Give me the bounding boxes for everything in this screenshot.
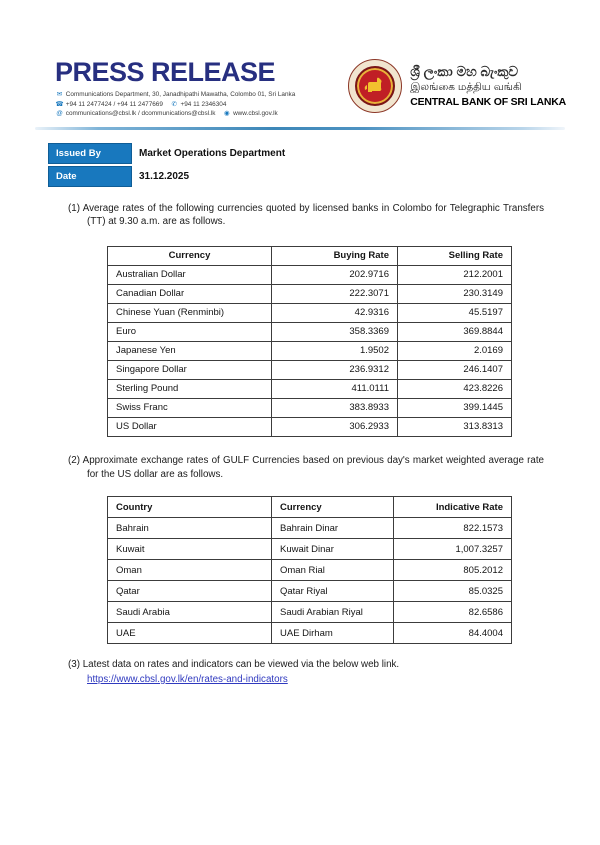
table-cell: 423.8226: [398, 379, 512, 398]
table-cell: 399.1445: [398, 398, 512, 417]
section-3-text: Latest data on rates and indicators can be viewed via the below web link.: [82, 659, 400, 671]
contact-email-line: [55, 109, 295, 119]
section-1-text: Average rates of the following currencies quoted by licensed banks in Colombo for Telegraphic Transfers (TT) at 9.30 a.m. are as follows.: [82, 202, 544, 228]
contact-address-line: [55, 90, 295, 100]
table-cell: 212.2001: [398, 265, 512, 284]
bank-names: [410, 64, 566, 109]
table-cell: UAE Dirham: [272, 623, 394, 644]
page-title: PRESS RELEASE: [55, 57, 276, 87]
table-cell: Saudi Arabian Riyal: [272, 602, 394, 623]
table-cell: 222.3071: [272, 284, 398, 303]
table-cell: Sterling Pound: [108, 379, 272, 398]
table-cell: Chinese Yuan (Renminbi): [108, 303, 272, 322]
table-row: [108, 417, 512, 436]
date-label: Date: [48, 166, 132, 187]
table-cell: Swiss Franc: [108, 398, 272, 417]
section-1-paragraph: [68, 202, 544, 229]
table-cell: 2.0169: [398, 341, 512, 360]
contact-phones: +94 11 2477424 / +94 11 2477669: [65, 100, 163, 108]
table-cell: 313.8313: [398, 417, 512, 436]
table-cell: Saudi Arabia: [108, 602, 272, 623]
bank-name-english: CENTRAL BANK OF SRI LANKA: [410, 95, 566, 108]
table-row: [108, 623, 512, 644]
issued-by-row: [48, 143, 600, 164]
column-header-indicative-rate: Indicative Rate: [394, 497, 512, 518]
header: [0, 0, 600, 119]
table-row: [108, 360, 512, 379]
contact-website: www.cbsl.gov.lk: [233, 110, 278, 118]
bank-name-sinhala: ශ්‍රී ලංකා මහ බැංකුව: [410, 63, 519, 79]
rates-indicators-link[interactable]: https://www.cbsl.gov.lk/en/rates-and-indicators: [87, 673, 288, 685]
contact-address: Communications Department, 30, Janadhipathi Mawatha, Colombo 01, Sri Lanka: [65, 91, 296, 98]
table-cell: 42.9316: [272, 303, 398, 322]
bank-identity: [348, 59, 566, 113]
table-cell: 822.1573: [394, 518, 512, 539]
table-row: [108, 341, 512, 360]
table-row: [108, 560, 512, 581]
meta-block: [48, 143, 600, 187]
column-header-buying-rate: Buying Rate: [272, 246, 398, 265]
column-header-currency: Currency: [272, 497, 394, 518]
contact-block: [55, 90, 295, 119]
table-header-row: [108, 246, 512, 265]
table-cell: Qatar: [108, 581, 272, 602]
table-cell: Oman: [108, 560, 272, 581]
bank-name-tamil: இலங்கை மத்திய வங்கி: [410, 80, 522, 93]
date-row: [48, 166, 600, 187]
fax-icon: ✆: [171, 100, 177, 108]
table-cell: 369.8844: [398, 322, 512, 341]
contact-fax: +94 11 2346304: [180, 100, 227, 108]
table-cell: 805.2012: [394, 560, 512, 581]
table-cell: 84.4004: [394, 623, 512, 644]
column-header-country: Country: [108, 497, 272, 518]
table-cell: US Dollar: [108, 417, 272, 436]
section-3: [68, 658, 544, 686]
table-cell: 1.9502: [272, 341, 398, 360]
table-row: [108, 602, 512, 623]
table-row: [108, 398, 512, 417]
header-left: [55, 58, 295, 119]
column-header-selling-rate: Selling Rate: [398, 246, 512, 265]
table-cell: Euro: [108, 322, 272, 341]
table-cell: 82.6586: [394, 602, 512, 623]
table-cell: 202.9716: [272, 265, 398, 284]
table-cell: UAE: [108, 623, 272, 644]
table-cell: 358.3369: [272, 322, 398, 341]
section-1: [68, 202, 544, 229]
at-icon: @: [56, 110, 63, 118]
section-2: [68, 454, 544, 481]
seal-lion-icon: [355, 66, 395, 106]
table-cell: 230.3149: [398, 284, 512, 303]
table-cell: 411.0111: [272, 379, 398, 398]
table-cell: 85.0325: [394, 581, 512, 602]
globe-icon: ◉: [223, 110, 230, 118]
table-row: [108, 284, 512, 303]
table-row: [108, 518, 512, 539]
header-divider: [35, 127, 565, 130]
table-cell: 306.2933: [272, 417, 398, 436]
central-bank-seal-icon: [348, 59, 402, 113]
section-2-paragraph: [68, 454, 544, 481]
gulf-rates-table: [107, 496, 512, 644]
issued-by-value: Market Operations Department: [139, 147, 286, 159]
section-2-text: Approximate exchange rates of GULF Currencies based on previous day's market weighted average rate for the US dollar are as follows.: [82, 454, 544, 480]
table-cell: Oman Rial: [272, 560, 394, 581]
table-row: [108, 303, 512, 322]
table-cell: 383.8933: [272, 398, 398, 417]
section-3-number: (3): [68, 659, 80, 671]
table-cell: Bahrain: [108, 518, 272, 539]
table-row: [108, 539, 512, 560]
contact-emails: communications@cbsl.lk / dcommunications@cbsl.lk: [65, 110, 216, 118]
table-row: [108, 379, 512, 398]
table-cell: 45.5197: [398, 303, 512, 322]
contact-phone-line: [55, 100, 295, 110]
section-3-paragraph: [68, 658, 544, 672]
section-2-number: (2): [68, 454, 80, 466]
tt-rates-table: [107, 246, 512, 437]
table-cell: Kuwait: [108, 539, 272, 560]
table-row: [108, 581, 512, 602]
table-cell: Bahrain Dinar: [272, 518, 394, 539]
phone-icon: ☎: [55, 100, 64, 108]
table-cell: Japanese Yen: [108, 341, 272, 360]
table-cell: Qatar Riyal: [272, 581, 394, 602]
date-value: 31.12.2025: [139, 170, 190, 182]
column-header-currency: Currency: [108, 246, 272, 265]
table-cell: Australian Dollar: [108, 265, 272, 284]
section-1-number: (1): [68, 202, 80, 214]
table-cell: 1,007.3257: [394, 539, 512, 560]
table-row: [108, 265, 512, 284]
table-cell: Singapore Dollar: [108, 360, 272, 379]
envelope-icon: ✉: [56, 91, 63, 98]
table-cell: 236.9312: [272, 360, 398, 379]
table-cell: 246.1407: [398, 360, 512, 379]
table-header-row: [108, 497, 512, 518]
table-cell: Canadian Dollar: [108, 284, 272, 303]
table-row: [108, 322, 512, 341]
table-cell: Kuwait Dinar: [272, 539, 394, 560]
issued-by-label: Issued By: [48, 143, 132, 164]
